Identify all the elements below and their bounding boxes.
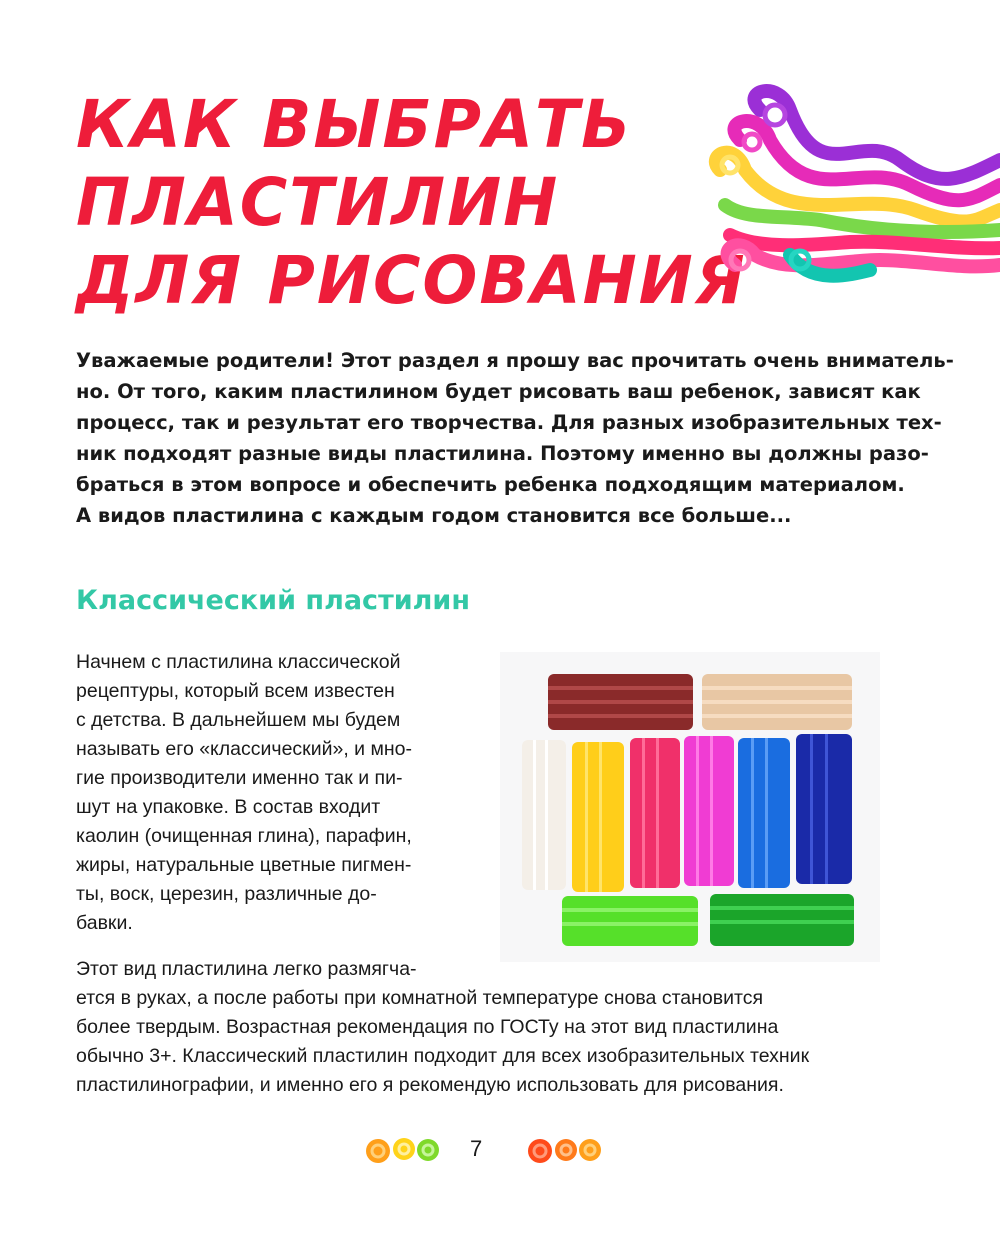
stick-light-green <box>562 896 698 946</box>
paragraph-line: Начнем с пластилина классической <box>76 651 401 673</box>
title-line-2: ПЛАСТИЛИН <box>76 164 560 241</box>
section-heading: Классический пластилин <box>76 585 470 616</box>
stick-dark-blue <box>796 734 852 884</box>
plasticine-swirl-decoration <box>700 70 1000 290</box>
section-paragraph-2 <box>76 955 809 1100</box>
plasticine-photo <box>500 652 880 962</box>
paragraph-line: пластилинографии, и именно его я рекомендую использовать для рисования. <box>76 1074 784 1096</box>
intro-line: А видов пластилина с каждым годом становится все больше... <box>76 504 792 527</box>
intro-line: Уважаемые родители! Этот раздел я прошу вас прочитать очень вниматель- <box>76 349 954 372</box>
intro-line: ник подходят разные виды пластилина. Поэтому именно вы должны разо- <box>76 442 929 465</box>
stick-magenta <box>684 736 734 886</box>
title-line-1: КАК ВЫБРАТЬ <box>76 86 633 163</box>
stick-yellow <box>572 742 624 892</box>
swirl-dots-left-icon <box>364 1134 444 1168</box>
paragraph-line: рецептуры, который всем известен <box>76 680 395 702</box>
stick-white <box>522 740 566 890</box>
paragraph-line: ты, воск, церезин, различные до- <box>76 883 377 905</box>
paragraph-line: гие производители именно так и пи- <box>76 767 403 789</box>
intro-line: процесс, так и результат его творчества. Для разных изобразительных тех- <box>76 411 942 434</box>
paragraph-line: жиры, натуральные цветные пигмен- <box>76 854 412 876</box>
stick-pink <box>630 738 680 888</box>
intro-paragraph <box>76 345 954 531</box>
paragraph-line: бавки. <box>76 912 133 934</box>
paragraph-line: шут на упаковке. В состав входит <box>76 796 381 818</box>
page-number: 7 <box>470 1136 483 1161</box>
paragraph-line: Этот вид пластилина легко размягча- <box>76 958 417 980</box>
page-title <box>76 86 760 320</box>
paragraph-line: называть его «классический», и мно- <box>76 738 412 760</box>
paragraph-line: с детства. В дальнейшем мы будем <box>76 709 401 731</box>
stick-brown <box>548 674 693 730</box>
stick-beige <box>702 674 852 730</box>
stick-green <box>710 894 854 946</box>
paragraph-line: обычно 3+. Классический пластилин подходит для всех изобразительных техник <box>76 1045 810 1067</box>
title-line-3: ДЛЯ РИСОВАНИЯ <box>76 242 747 319</box>
intro-line: браться в этом вопросе и обеспечить ребенка подходящим материалом. <box>76 473 905 496</box>
paragraph-line: каолин (очищенная глина), парафин, <box>76 825 412 847</box>
intro-line: но. От того, каким пластилином будет рисовать ваш ребенок, зависят как <box>76 380 921 403</box>
paragraph-line: более твердым. Возрастная рекомендация по ГОСТу на этот вид пластилина <box>76 1016 779 1038</box>
paragraph-line: ется в руках, а после работы при комнатной температуре снова становится <box>76 987 764 1009</box>
swirl-dots-right-icon <box>526 1134 606 1168</box>
section-paragraph-1 <box>76 648 412 938</box>
stick-blue <box>738 738 790 888</box>
